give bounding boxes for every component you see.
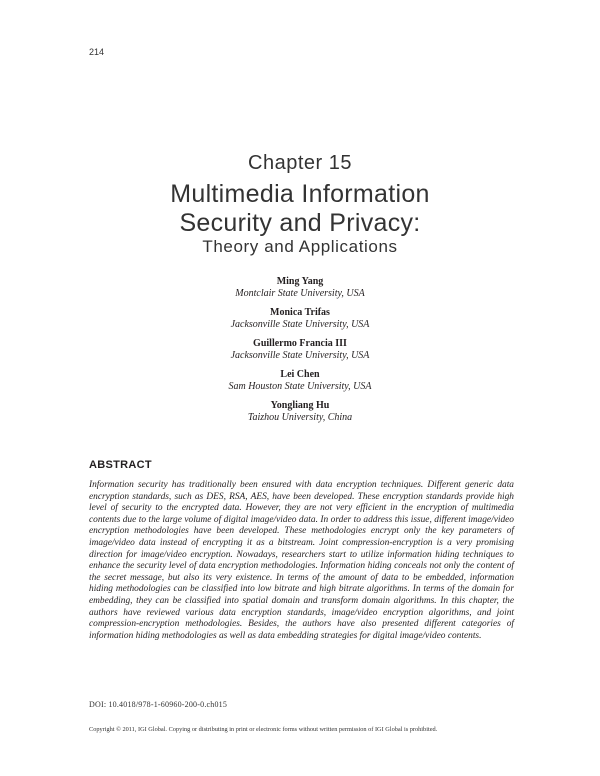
author-affiliation: Jacksonville State University, USA [230,350,370,361]
author-name: Lei Chen [280,369,320,380]
author-affiliation: Taizhou University, China [247,412,353,423]
page-number: 214 [89,47,105,57]
author-block [0,307,600,331]
author-block [0,338,600,362]
doi-line: DOI: 10.4018/978-1-60960-200-0.ch015 [89,700,228,709]
author-block [0,400,600,424]
author-affiliation: Sam Houston State University, USA [228,381,372,392]
author-name: Guillermo Francia III [253,338,347,349]
chapter-title-line-2: Security and Privacy: [179,209,421,237]
author-block [0,276,600,300]
abstract-text: Information security has traditionally been ensured with data encryption techniques. Different generic data encryption standards, such as DES, RSA, AES, have been developed. These encryption standards provide high level of security to the encrypted data. However, they are not very efficient in the encryption of multimedia contents due to the large volume of digital image/video data. In order to address this issue, different image/video encryption methodologies have been developed. These methodologies encrypt only the key parameters of image/video data instead of encrypting it as a bitstream. Joint compression-encryption is a very promising direction for image/video encryption. Nowadays, researchers start to utilize information hiding techniques to enhance the security level of data encryption methodologies. Information hiding conceals not only the content of the secret message, but also its very existence. In terms of the amount of data to be embedded, information hiding methodologies can be classified into low bitrate and high bitrate algorithms. In terms of the domain for embedding, they can be classified into spatial domain and transform domain algorithms. In this chapter, the authors have reviewed various data encryption standards, image/video encryption algorithms, and joint compression-encryption methodologies. Besides, the authors have also presented different categories of information hiding methodologies as well as data embedding strategies for digital image/video contents. [89,480,514,641]
author-name: Monica Trifas [270,307,330,318]
copyright-notice: Copyright © 2011, IGI Global. Copying or distributing in print or electronic forms without written permission of IGI Global is prohibited. [89,726,438,733]
author-affiliation: Jacksonville State University, USA [230,319,370,330]
author-list [0,276,600,431]
author-name: Ming Yang [276,276,324,287]
author-affiliation: Montclair State University, USA [235,288,365,299]
chapter-label: Chapter 15 [248,152,352,174]
abstract-heading: ABSTRACT [89,459,152,471]
author-block [0,369,600,393]
chapter-subtitle: Theory and Applications [202,237,398,256]
author-name: Yongliang Hu [270,400,330,411]
chapter-title-line-1: Multimedia Information [170,180,430,208]
